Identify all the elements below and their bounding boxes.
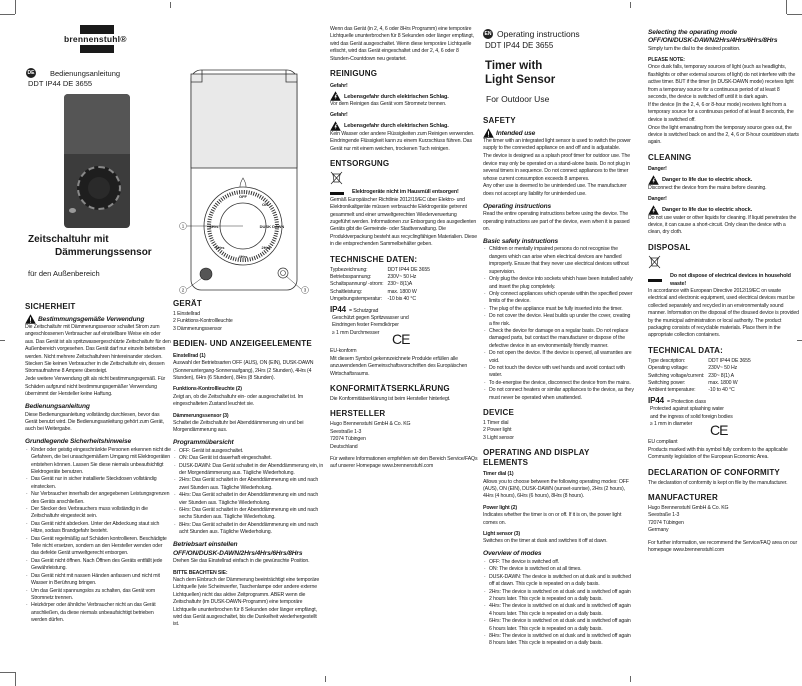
- label: Gefahr!: [330, 112, 348, 119]
- bullet-item: · ON: The device is switched on at all times.: [483, 566, 634, 573]
- spec-value: 230~ 8(1) A: [708, 372, 734, 379]
- spec-value: 230V~ 50 Hz: [708, 365, 738, 372]
- paragraph: Auswahl der Betriebsarten OFF (AUS), ON (EIN), DUSK-DAWN (Sonnenuntergang-Sonnenaufgang), 2Hrs (2 Stunden), 4Hrs (4 Stunden), 6Hrs (6 Stunden), 8Hrs (8 Stunden).: [173, 360, 314, 381]
- bullet-item: · Das Gerät nicht mit nassen Händen anfassen und nicht mit Wasser in Berührung bringen.: [25, 573, 171, 588]
- list-line: 2 Power light: [483, 427, 512, 434]
- spec-label: Typbezeichnung:: [330, 266, 368, 273]
- dial-label-8hrs: 8Hrs: [209, 224, 219, 229]
- danger-notice: [648, 175, 800, 185]
- bullet-item: · Only plug the device into sockets which have been installed safely and insert the plug completely.: [483, 276, 634, 291]
- manual-header-de: [26, 68, 120, 78]
- logo-bar-bottom: [80, 45, 114, 53]
- bullet-item: · Der Stecker des Verbrauchers muss vollständig in die Zeitschaltuhr eingesteckt sein.: [25, 506, 171, 521]
- subsection-heading: OFF/ON/DUSK-DAWN/2Hrs/4Hrs/6Hrs/8Hrs: [173, 549, 303, 557]
- manual-header-en: [483, 29, 580, 39]
- paragraph: The timer with an integrated light sensor is used to switch the power supply to the connected appliance on and off and is adjustable.: [483, 138, 631, 152]
- paragraph: Allows you to choose between the following operating modes: OFF (AUS), ON (EIN), DUSK-DAWN (sunset-sunrise), 2Hrs (2 hours), 4Hrs (4 hours), 6Hrs (6 hours), 8Hrs (8 hours).: [483, 478, 629, 500]
- danger-notice: [330, 91, 478, 101]
- device-drawing: [170, 60, 320, 300]
- bullet-item: · DUSK-DAWN: The device is switched on at dusk and is switched off at dawn. This cycle is repeated on a daily basis.: [483, 574, 634, 589]
- bullet-item: · 6Hrs: The device is switched on at dusk and is switched off again 6 hours later. This cycle is repeated on a daily basis.: [483, 618, 634, 633]
- spec-value: -10 to 40 °C: [708, 387, 735, 394]
- ip-label: = Schutzgrad: [348, 307, 379, 314]
- product-title-line2: Light Sensor: [485, 74, 556, 86]
- warning-title: Bestimmungsgemäße Verwendung: [38, 315, 145, 323]
- label: Timer dial (1): [483, 471, 514, 478]
- list-line: Hugo Brennenstuhl GmbH & Co. KG: [648, 505, 729, 512]
- bullet-item: · 8Hrs: Das Gerät schaltet in der Abenddämmerung ein und nach acht Stunden aus. Tägliche Wiederholung.: [173, 522, 324, 537]
- crop-mark: [0, 672, 15, 673]
- subsection-heading: Programmübersicht: [173, 439, 234, 447]
- weee-bin-icon: [330, 171, 343, 185]
- manual-title: Bedienungsanleitung: [50, 68, 121, 78]
- line-list: [648, 505, 800, 535]
- list-line: 72074 Tübingen: [330, 436, 366, 443]
- subsection-heading: Overview of modes: [483, 550, 542, 558]
- bullet-list: [25, 447, 171, 625]
- spec-label: Umgebungstemperatur:: [330, 296, 383, 303]
- list-line: 2 Funktions-Kontrollleuchte: [173, 318, 233, 325]
- bullet-item: · DUSK-DAWN: Das Gerät schaltet in der Abenddämmerung ein, in der Morgendämmerung aus. Tägliche Wiederholung.: [173, 463, 324, 478]
- bullet-item: · 6Hrs: Das Gerät schaltet in der Abenddämmerung ein und nach sechs Stunden aus. Tägliche Wiederholung.: [173, 507, 324, 522]
- fold-mark: [325, 676, 326, 682]
- spec-table: [648, 358, 800, 395]
- section-heading: DECLARATION OF CONFORMITY: [648, 467, 780, 477]
- callout-3: 3: [303, 287, 307, 293]
- product-subtitle: für den Außenbereich: [28, 269, 100, 278]
- subsection-heading: Grundlegende Sicherheitshinweise: [25, 438, 132, 446]
- callout-2: 2: [181, 287, 185, 293]
- photo-power-light: [69, 208, 76, 213]
- paragraph: Schaltet die Zeitschaltuhr bei Abenddämmerung ein und bei Morgendämmerung aus.: [173, 419, 304, 434]
- fold-mark: [0, 340, 5, 341]
- column-en-cleaning: [648, 24, 800, 555]
- ce-mark-icon: CE: [392, 331, 410, 348]
- subsection-heading: Bedienungsanleitung: [25, 403, 90, 411]
- language-badge: EN: [484, 31, 492, 37]
- label: Light sensor (3): [483, 531, 520, 538]
- subsection-heading: Operating instructions: [483, 202, 552, 210]
- bullet-item: · 8Hrs: The device is switched on at dusk and is switched off again 8 hours later. This cycle is repeated on a daily basis.: [483, 633, 634, 648]
- subsection-heading: Betriebsart einstellen: [173, 541, 238, 549]
- ip-line: Eindringen fester Fremdkörper: [332, 322, 399, 329]
- bullet-list: [483, 246, 634, 402]
- ip-line: Protected against splashing water: [650, 406, 724, 413]
- list-line: 1 Timer dial: [483, 420, 509, 426]
- section-heading: CLEANING: [648, 152, 692, 162]
- label: Danger!: [648, 166, 667, 173]
- paragraph: The device is designed as a splash proof timer for outdoor use. The device may only be operated on a stand-alone basis. Do not plug in several timers in sequence. Do not connect appliances to the timer whose current consumption exceeds 8 amperes.: [483, 153, 630, 182]
- disposal-warning: [648, 273, 800, 288]
- danger-notice: [648, 205, 800, 215]
- label: Power light (2): [483, 504, 517, 511]
- bullet-item: · Do not cover the device. Heat builds up under the cover, creating a fire risk.: [483, 313, 634, 328]
- photo-cover-flap: [64, 94, 130, 154]
- label: BITTE BEACHTEN SIE:: [173, 569, 228, 576]
- spec-label: Betriebsspannung:: [330, 274, 372, 281]
- bullet-item: · The plug of the appliance must be fully inserted into the timer.: [483, 306, 634, 313]
- spec-value: DDT IP44 DE 3655: [708, 357, 751, 364]
- section-heading: KONFORMITÄTSERKLÄRUNG: [330, 383, 450, 393]
- section-heading: SICHERHEIT: [25, 302, 76, 311]
- spec-value: DDT IP44 DE 3655: [387, 266, 430, 273]
- label: Einstellrad (1): [173, 352, 206, 359]
- subsection-heading: Basic safety instructions: [483, 237, 559, 245]
- spec-label: Ambient temperature:: [648, 387, 696, 394]
- crop-mark: [15, 672, 16, 686]
- warning-title: Intended use: [496, 129, 536, 137]
- dial-label-dusk-dawn: DUSK DAWN: [259, 224, 285, 229]
- bullet-item: · Nur Verbraucher innerhalb der angegebenen Leistungsgrenzen des Geräts anschließen.: [25, 491, 171, 506]
- paragraph: Indicates whether the timer is on or off. If it is on, the power light comes on.: [483, 512, 622, 526]
- bullet-item: · OFF: Gerät ist ausgeschaltet.: [173, 448, 324, 455]
- list-line: 72074 Tübingen: [648, 519, 684, 526]
- bullet-item: · OFF: The device is switched off.: [483, 559, 634, 566]
- bullet-item: · Children or mentally impaired persons do not recognise the dangers which can arise when electrical devices are handled improperly. Ensure that they never use electrical devices without supervision.: [483, 246, 634, 276]
- bullet-item: · Do not connect heaters or similar appliances to the device, as they must never be operated when unattended.: [483, 387, 634, 402]
- column-en-safety: [483, 116, 634, 648]
- paragraph: Drehen Sie das Einstellrad einfach in die gewünschte Position.: [173, 558, 310, 565]
- paragraph: If the device (in the 2, 4, 6 or 8-hour mode) receives light from a temporary source for a continuous period of at least 8 seconds, the device is switched off.: [648, 101, 794, 123]
- dial-label-off: OFF: [239, 194, 247, 199]
- ip-code: IP44: [330, 304, 346, 314]
- line-list: [330, 421, 478, 451]
- ip-heading: [648, 397, 800, 406]
- bullet-item: · Do not touch the device with wet hands and avoid contact with water.: [483, 365, 634, 380]
- paragraph: Die Zeitschaltuhr mit Dämmerungssensor schaltet Strom zum angeschlossenen Verbraucher auf einstellbare Weise ein oder aus. Das Gerät ist als spritzwassergeschützte Zeitschaltuhr für den Außenbereich vorgesehen. Das Gerät darf nur einzeln betrieben werden. Nicht mehrere Zeitschaltuhren hintereinander stecken. Stecken Sie keinen Verbraucher in die Zeitschaltuhr ein, dessen Stromaufnahme 8 Ampere übersteigt.: [25, 324, 171, 375]
- paragraph: Simply turn the dial to the desired position.: [648, 45, 741, 52]
- paragraph: Für weitere Informationen empfehlen wir den Bereich Service/FAQs auf unserer Homepage www.brennenstuhl.com: [330, 455, 478, 470]
- subsection-heading: OFF/ON/DUSK-DAWN/2Hrs/4Hrs/6Hrs/8Hrs: [648, 37, 778, 44]
- language-badge: DE: [27, 70, 35, 76]
- model-number: DDT IP44 DE 3655: [28, 79, 93, 88]
- label: Dämmerungssensor (3): [173, 412, 229, 419]
- bullet-list: [483, 559, 634, 648]
- paragraph: Vor dem Reinigen das Gerät vom Stromnetz trennen.: [330, 100, 447, 107]
- danger-text: Lebensgefahr durch elektrischen Schlag.: [344, 123, 449, 130]
- spec-label: Schaltspannung/ -strom:: [330, 281, 384, 288]
- paragraph: Any other use is deemed to be unintended use. The manufacturer does not accept any liability for unintended use.: [483, 183, 627, 197]
- crop-mark: [15, 0, 16, 14]
- disposal-notice: [648, 255, 800, 288]
- product-subtitle: For Outdoor Use: [486, 94, 550, 104]
- section-heading: OPERATING AND DISPLAY ELEMENTS: [483, 448, 590, 467]
- bullet-item: · To de-energise the device, disconnect the device from the mains.: [483, 380, 634, 387]
- paragraph: Switches on the timer at dusk and switches it off at dawn.: [483, 538, 608, 545]
- spec-value: max. 1800 W: [387, 288, 417, 295]
- dial-label-on: ON: [262, 202, 268, 207]
- danger-notice: [330, 121, 478, 131]
- callout-1: 1: [181, 223, 185, 229]
- warning-heading: [483, 128, 634, 138]
- bullet-item: · 4Hrs: Das Gerät schaltet in der Abenddämmerung ein und nach vier Stunden aus. Tägliche Wiederholung.: [173, 492, 324, 507]
- manual-title: Operating instructions: [497, 29, 580, 39]
- logo-text: brennenstuhl®: [64, 34, 127, 44]
- warning-triangle-icon: [25, 314, 36, 324]
- paragraph: In accordance with European Directive 2012/19/EC on waste electrical and electronic equipment, used electrical devices must be collected separately and recycled in an environmentally sound manner. Information on the disposal of the disused device is provided by the municipal administration or local authority. The product packaging consists of recyclable materials. Place them in the appropriate collection containers.: [648, 287, 799, 339]
- fold-mark: [630, 676, 631, 682]
- bullet-item: · Um das Gerät spannungslos zu schalten, das Gerät vom Stromnetz trennen.: [25, 588, 171, 603]
- fold-mark: [630, 2, 631, 8]
- product-title-line1: Timer with: [485, 60, 543, 72]
- section-heading: DEVICE: [483, 408, 514, 417]
- bullet-item: · ON: Das Gerät ist dauerhaft eingeschaltet.: [173, 455, 324, 462]
- spec-label: Switching voltage/current:: [648, 372, 705, 379]
- section-heading: REINIGUNG: [330, 69, 378, 79]
- dial-label-6hrs: 6Hrs: [215, 245, 225, 250]
- ce-label: EU-konform: [330, 348, 357, 355]
- bullet-item: · 2Hrs: Das Gerät schaltet in der Abenddämmerung ein und nach zwei Stunden aus. Tägliche Wiederholung.: [173, 477, 324, 492]
- brand-logo: [64, 25, 150, 53]
- paragraph: Gemäß Europäischer Richtlinie 2012/19/EC über Elektro- und Elektronikaltgeräte müssen verbrauchte Elektrogeräte getrennt gesammelt und einer umweltgerechten Wiederverwertung zugeführt werden. Informationen zur Entsorgung des ausgedienten Geräts gibt die Gemeinde- oder Stadtverwaltung. Die Produktverpackung besteht aus recyclingfähigen Materialien. Diese in die entsprechenden Sammelbehälter geben.: [330, 196, 478, 248]
- label: Funktions-Kontrollleuchte (2): [173, 386, 242, 393]
- bullet-item: · Das Gerät nur in sicher installierte Steckdosen vollständig einstecken.: [25, 476, 171, 491]
- bullet-item: · Do not open the device. If the device is opened, all warranties are void.: [483, 350, 634, 365]
- ip-line: and the ingress of solid foreign bodies: [650, 413, 733, 420]
- bullet-item: · 4Hrs: The device is switched on at dusk and is switched off again 4 hours later. This cycle is repeated on a daily basis.: [483, 603, 634, 618]
- section-heading: ENTSORGUNG: [330, 158, 390, 168]
- list-line: Seestraße 1-3: [330, 428, 362, 435]
- bullet-item: · Check the device for damage on a regular basis. Do not replace damaged parts, but contact the manufacturer or dispose of the defective device in an environmentally friendly manner.: [483, 328, 634, 350]
- product-title-line2: Dämmerungssensor: [55, 247, 152, 258]
- section-heading: TECHNICAL DATA:: [648, 345, 723, 355]
- crop-mark: [786, 0, 787, 14]
- product-photo: [64, 94, 130, 228]
- crop-mark: [0, 14, 15, 15]
- paragraph: Kein Wasser oder andere Flüssigkeiten zum Reinigen verwenden. Eindringende Flüssigkeit kann zu einem Kurzschluss führen. Das Gerät nur mit einem weichen, trockenen Tuch reinigen.: [330, 130, 475, 152]
- ip-heading: [330, 306, 478, 315]
- column-de-controls: [173, 299, 324, 629]
- ip-label: = Protection class: [666, 398, 706, 405]
- spec-label: Schaltleistung:: [330, 288, 362, 295]
- subsection-heading: Selecting the operating mode: [648, 28, 737, 36]
- ip-line: Geschützt gegen Spritzwasser und: [332, 315, 409, 322]
- label: PLEASE NOTE:: [648, 56, 685, 63]
- danger-text: Lebensgefahr durch elektrischen Schlag.: [344, 93, 449, 100]
- dial-label-4hrs: 4Hrs: [238, 254, 248, 259]
- bullet-item: · Das Gerät nicht abdecken. Unter der Abdeckung staut sich Hitze, sodass Brandgefahr besteht.: [25, 521, 171, 536]
- section-heading: TECHNISCHE DATEN:: [330, 254, 418, 264]
- paragraph: Read the entire operating instructions before using the device. The operating instructions are part of the device, even when it is passed on.: [483, 211, 630, 233]
- paragraph: Do not use water or other liquids for cleaning. If liquid penetrates the device, it can cause a short-circuit. Only clean the device with a clean, dry cloth.: [648, 214, 797, 236]
- bullet-item: · Das Gerät regelmäßig auf Schäden kontrollieren. Beschädigte Teile nicht ersetzen, sondern an den Hersteller wenden oder das defekte Gerät umweltgerecht entsorgen.: [25, 536, 171, 558]
- section-heading: BEDIEN- UND ANZEIGEELEMENTE: [173, 339, 312, 349]
- logo-bar-top: [80, 25, 114, 34]
- ce-mark-icon: CE: [710, 422, 728, 439]
- column-de-cleaning: [330, 26, 478, 471]
- black-bar-icon: [330, 192, 344, 195]
- model-number: DDT IP44 DE 3655: [485, 41, 554, 50]
- paragraph: Once the light emanating from the temporary source goes out, the device is switched back on and the 2, 4, 6 or 8-hour countdown starts again.: [648, 124, 799, 146]
- disposal-warning-text: Do not dispose of electrical devices in household waste!: [670, 273, 791, 287]
- section-heading: GERÄT: [173, 299, 202, 308]
- label: Danger!: [648, 196, 667, 203]
- paragraph: Wenn das Gerät (in 2, 4, 6 oder 8Hrs Programm) eine temporäre Lichtquelle ununterbrochen für 8 Sekunden oder länger empfängt, wird das Gerät ausgeschaltet. Wenn diese temporäre Lichtquelle erlischt, wird das Gerät eingeschaltet und der 2, 4, 6 oder 8 Stunden-Countdown neu gestartet.: [330, 26, 474, 62]
- bullet-item: · 2Hrs: The device is switched on at dusk and is switched off again 2 hours later. This cycle is repeated on a daily basis.: [483, 589, 634, 604]
- list-line: 3 Dämmerungssensor: [173, 325, 222, 332]
- photo-dial-center: [88, 177, 110, 199]
- spec-label: Switching power:: [648, 380, 686, 386]
- label: Gefahr!: [330, 82, 348, 89]
- list-line: Hugo Brennenstuhl GmbH & Co. KG: [330, 421, 411, 428]
- bullet-item: · Only connect appliances which operate within the specified power limits of the device.: [483, 291, 634, 306]
- bullet-item: · Das Gerät nicht öffnen. Nach Öffnen des Geräts entfällt jede Gewährleistung.: [25, 558, 171, 573]
- fold-mark: [170, 2, 171, 8]
- paragraph: Jede weitere Verwendung gilt als nicht bestimmungsgemäß. Für Schäden aufgrund nicht bestimmungsgemäßer Verwendung übernimmt der Hersteller keine Haftung.: [25, 376, 166, 398]
- product-title-line1: Zeitschaltuhr mit: [28, 234, 109, 245]
- paragraph: For further information, we recommend the Service/FAQ area on our homepage www.brennenstuhl.com: [648, 539, 798, 554]
- spec-label: Operating voltage:: [648, 365, 689, 372]
- paragraph: Nach dem Einbruch der Dämmerung beeinträchtigt eine temporäre Lichtquelle (wie Scheinwerfer, Taschenlampe oder andere externe Lichtquellen) nicht das aktive Zeitprogramm. ABER wenn die Zeitschaltuhr (im DUSK-DAWN-Programm) eine temporäre Lichtquelle ununterbrochen für 8 Sekunden oder länger empfängt, wird das Gerät ausgeschaltet, bis die Dunkelheit wiederhergestellt ist.: [173, 576, 320, 628]
- bullet-item: · Heizkörper oder ähnliche Verbraucher nicht an das Gerät anschließen, da diese niemals unbeaufsichtigt betrieben werden dürfen.: [25, 602, 171, 624]
- bullet-list: [173, 448, 324, 537]
- disposal-warning-text: Elektrogeräte nicht im Hausmüll entsorgen!: [352, 189, 459, 196]
- spec-value: max. 1800 W: [708, 380, 738, 386]
- list-line: Seestraße 1-3: [648, 512, 680, 519]
- paragraph: Once dusk falls, temporary sources of light (such as headlights, flashlights or other external sources of light) do not interfere with the active timer. BUT if the timer (in DUSK-DAWN mode) receives light from a temporary source for a continuous period of at least 8 seconds, the device is switched off until it is dark again.: [648, 64, 796, 100]
- weee-bin-icon: [648, 255, 661, 269]
- spec-label: Type description:: [648, 357, 686, 364]
- spec-table: [330, 267, 478, 304]
- spec-value: -10 bis 40 °C: [387, 296, 416, 303]
- black-bar-icon: [648, 279, 662, 282]
- ip-code: IP44: [648, 395, 664, 405]
- paragraph: Die Konformitätserklärung ist beim Hersteller hinterlegt.: [330, 395, 451, 402]
- paragraph: Disconnect the device from the mains before cleaning.: [648, 184, 767, 191]
- paragraph: The declaration of conformity is kept on file by the manufacturer.: [648, 479, 788, 486]
- electric-shock-icon: [330, 121, 341, 131]
- warning-heading: [25, 314, 171, 324]
- electric-shock-icon: [648, 175, 659, 185]
- bullet-item: · Kinder oder geistig eingeschränkte Personen erkennen nicht die Gefahren, die bei unsachgemäßem Umgang mit Elektrogeräten entstehen können. Lassen Sie diese niemals unbeaufsichtigt Elektrogeräte benutzen.: [25, 447, 171, 477]
- electric-shock-icon: [648, 205, 659, 215]
- paragraph: Diese Bedienungsanleitung vollständig durchlesen, bevor das Gerät benutzt wird. Die Bedienungsanleitung gehört zum Gerät, auch bei Weitergabe.: [25, 411, 164, 433]
- list-line: Germany: [648, 527, 669, 534]
- list-line: Deutschland: [330, 443, 358, 450]
- electric-shock-icon: [330, 91, 341, 101]
- dial-label-2hrs: 2Hrs: [261, 245, 271, 250]
- ce-label: EU compliant: [648, 439, 678, 446]
- line-list: [173, 311, 324, 333]
- spec-value: 230~ 8(1)A: [387, 281, 413, 288]
- list-line: 3 Light sensor: [483, 434, 514, 441]
- spec-value: 230V~ 50 Hz: [387, 274, 417, 281]
- paragraph: Zeigt an, ob die Zeitschaltuhr ein- oder ausgeschaltet ist. Im eingeschalteten Zustand leuchtet sie.: [173, 393, 304, 408]
- section-heading: SAFETY: [483, 116, 516, 125]
- section-heading: DISPOSAL: [648, 242, 691, 252]
- ip-line: ≥ 1 mm in diameter: [650, 421, 693, 428]
- crop-mark: [787, 14, 802, 15]
- list-line: 1 Einstellrad: [173, 311, 200, 317]
- disposal-notice: [330, 171, 478, 197]
- ip-line: ≥ 1 mm Durchmesser: [332, 329, 380, 336]
- column-de-safety: [25, 302, 171, 625]
- danger-text: Danger to life due to electric shock.: [662, 207, 753, 214]
- section-heading: MANUFACTURER: [648, 493, 718, 503]
- warning-triangle-icon: [483, 128, 494, 138]
- ce-text: Products marked with this symbol fully conform to the applicable Community legislation of the European Economic Area.: [648, 446, 788, 461]
- danger-text: Danger to life due to electric shock.: [662, 177, 753, 184]
- ce-text: Mit diesem Symbol gekennzeichnete Produkte erfüllen alle anzuwendenden Gemeinschaftsvorschriften des Europäischen Wirtschaftsraums.: [330, 355, 468, 377]
- section-heading: HERSTELLER: [330, 409, 386, 419]
- line-list: [483, 420, 634, 442]
- disposal-warning: [330, 189, 478, 196]
